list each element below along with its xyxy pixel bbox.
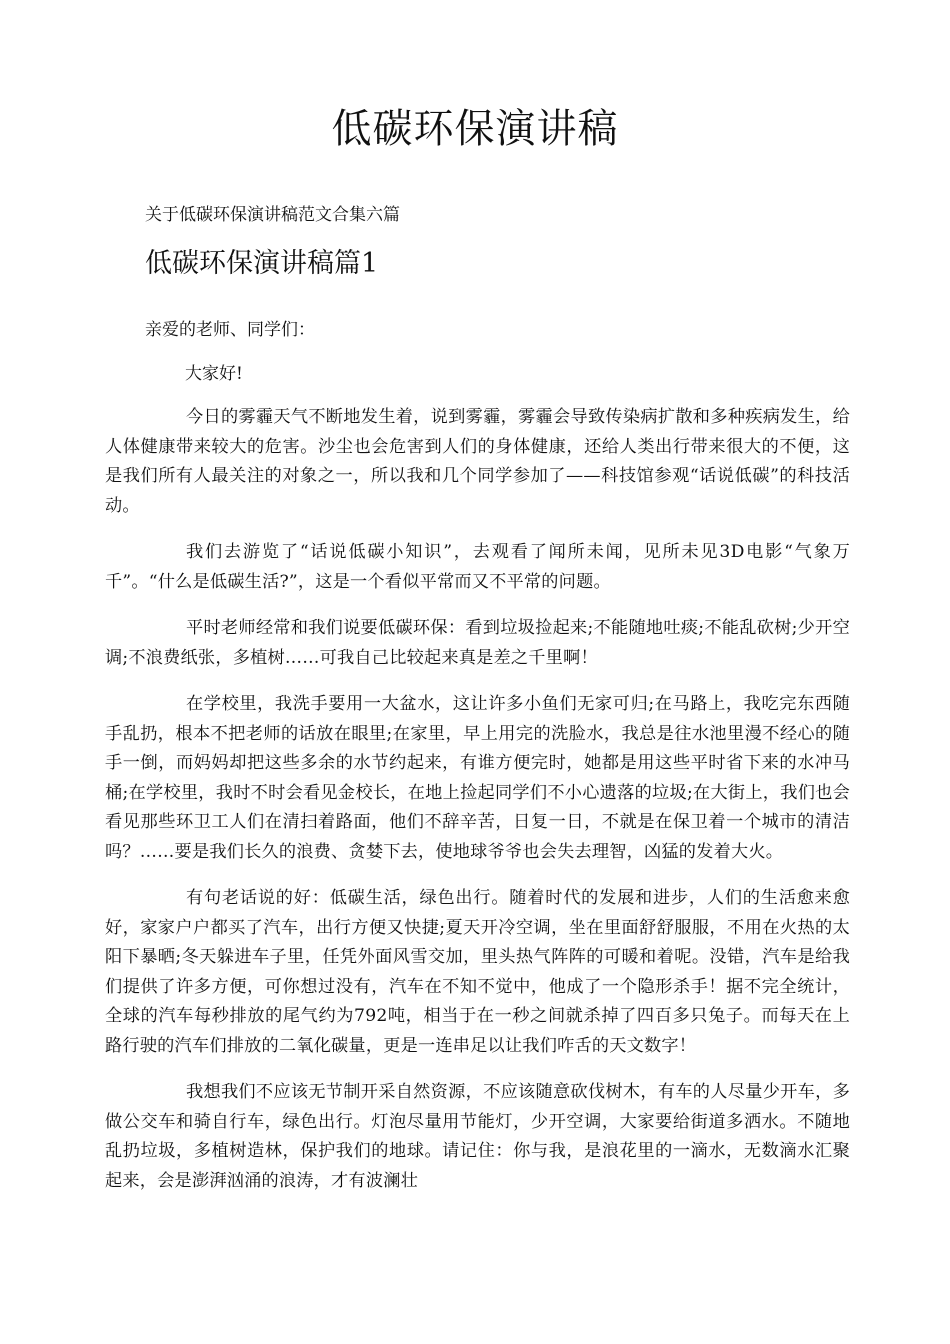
paragraph: 我想我们不应该无节制开采自然资源，不应该随意砍伐树木，有车的人尽量少开车，多做公交车和骑自行车，绿色出行。灯泡尽量用节能灯，少开空调，大家要给街道多洒水。不随地乱扔垃圾，多植树造林，保护我们的地球。请记住：你与我，是浪花里的一滴水，无数滴水汇聚起来，会是澎湃汹涌的浪涛，才有波澜壮 (105, 1082, 850, 1191)
paragraph: 有句老话说的好：低碳生活，绿色出行。随着时代的发展和进步，人们的生活愈来愈好，家家户户都买了汽车，出行方便又快捷;夏天开冷空调，坐在里面舒舒服服，不用在火热的太阳下暴晒;冬天躲进车子里，任凭外面风雪交加，里头热气阵阵的可暖和着呢。没错，汽车是给我们提供了许多方便，可你想过没有，汽车在不知不觉中，他成了一个隐形杀手！据不完全统计，全球的汽车每秒排放的尾气约为792吨，相当于在一秒之间就杀掉了四百多只兔子。而每天在上路行驶的汽车们排放的二氧化碳量，更是一连串足以让我们咋舌的天文数字！ (105, 888, 850, 1056)
document-subtitle: 关于低碳环保演讲稿范文合集六篇 (145, 205, 400, 225)
paragraph: 我们去游览了“话说低碳小知识”，去观看了闻所未闻，见所未见3D电影“气象万千”。“什么是低碳生活?”，这是一个看似平常而又不平常的问题。 (105, 542, 850, 592)
paragraph: 平时老师经常和我们说要低碳环保：看到垃圾捡起来;不能随地吐痰;不能乱砍树;少开空调;不浪费纸张，多植树……可我自己比较起来真是差之千里啊！ (105, 618, 850, 668)
section-heading: 低碳环保演讲稿篇1 (145, 248, 379, 279)
document-title: 低碳环保演讲稿 (331, 106, 619, 152)
paragraph: 今日的雾霾天气不断地发生着，说到雾霾，雾霾会导致传染病扩散和多种疾病发生，给人体健康带来较大的危害。沙尘也会危害到人们的身体健康，还给人类出行带来很大的不便，这是我们所有人最关注的对象之一，所以我和几个同学参加了——科技馆参观“话说低碳”的科技活动。 (105, 407, 850, 516)
body-text (105, 403, 850, 1213)
greeting: 大家好! (185, 364, 243, 384)
salutation: 亲爱的老师、同学们： (145, 320, 315, 340)
paragraph: 在学校里，我洗手要用一大盆水，这让许多小鱼们无家可归;在马路上，我吃完东西随手乱扔，根本不把老师的话放在眼里;在家里，早上用完的洗脸水，我总是往水池里漫不经心的随手一倒，而妈妈却把这些多余的水节约起来，有谁方便完时，她都是用这些平时省下来的水冲马桶;在学校里，我时不时会看见金校长，在地上捡起同学们不小心遗落的垃圾;在大街上，我们也会看见那些环卫工人们在清扫着路面，他们不辞辛苦，日复一日，不就是在保卫着一个城市的清洁吗？……要是我们长久的浪费、贪婪下去，使地球爷爷也会失去理智，凶猛的发着大火。 (105, 694, 850, 862)
